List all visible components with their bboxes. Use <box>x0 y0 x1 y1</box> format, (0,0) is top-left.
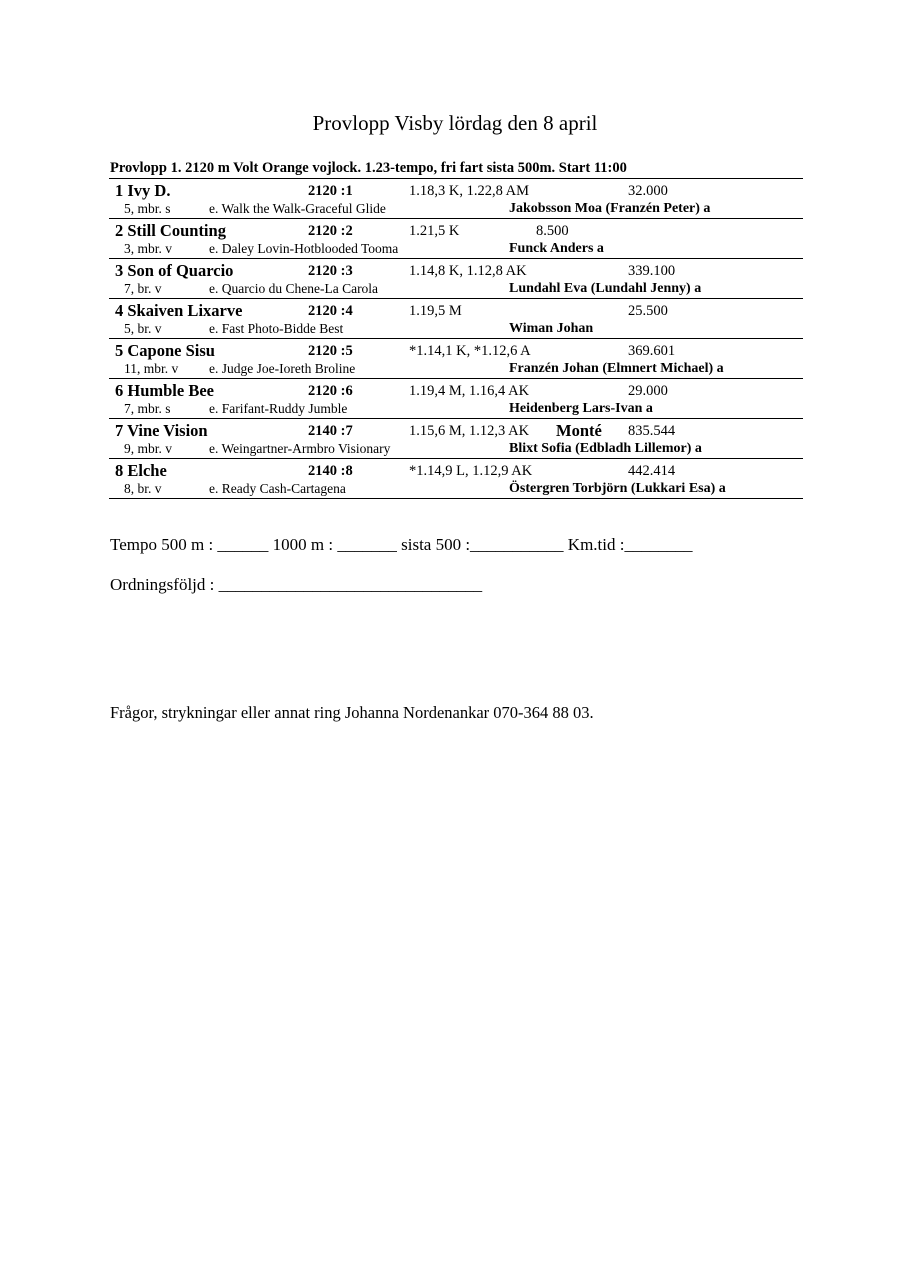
start-list <box>109 178 803 499</box>
distance-post: 2120 :4 <box>308 303 353 319</box>
earnings: 25.500 <box>628 303 668 319</box>
pedigree: e. Farifant-Ruddy Jumble <box>209 401 348 416</box>
earnings: 32.000 <box>628 183 668 199</box>
table-row <box>109 299 803 339</box>
age-color-sex: 8, br. v <box>124 481 162 496</box>
pedigree: e. Ready Cash-Cartagena <box>209 481 346 496</box>
horse-name: 8 Elche <box>115 461 167 480</box>
horse-name: 2 Still Counting <box>115 221 226 240</box>
age-color-sex: 11, mbr. v <box>124 361 179 376</box>
driver-trainer: Funck Anders a <box>509 241 604 256</box>
pedigree: e. Daley Lovin-Hotblooded Tooma <box>209 241 399 256</box>
race-type-badge: Monté <box>556 421 602 440</box>
table-row <box>109 379 803 419</box>
pedigree: e. Fast Photo-Bidde Best <box>209 321 344 336</box>
horse-name: 6 Humble Bee <box>115 381 214 400</box>
driver-trainer: Franzén Johan (Elmnert Michael) a <box>509 361 724 376</box>
horse-name: 4 Skaiven Lixarve <box>115 301 243 320</box>
tempo-line: Tempo 500 m : ______ 1000 m : _______ sista 500 :___________ Km.tid :________ <box>110 535 693 554</box>
distance-post: 2120 :5 <box>308 343 353 359</box>
distance-post: 2140 :8 <box>308 463 353 479</box>
contact-footer: Frågor, strykningar eller annat ring Johanna Nordenankar 070-364 88 03. <box>110 703 594 722</box>
earnings: 8.500 <box>536 223 569 239</box>
table-row <box>109 259 803 299</box>
distance-post: 2120 :6 <box>308 383 353 399</box>
age-color-sex: 5, br. v <box>124 321 162 336</box>
record: 1.18,3 K, 1.22,8 AM <box>409 183 530 199</box>
distance-post: 2120 :1 <box>308 183 353 199</box>
distance-post: 2120 :2 <box>308 223 353 239</box>
pedigree: e. Walk the Walk-Graceful Glide <box>209 201 386 216</box>
table-row <box>109 339 803 379</box>
record: *1.14,9 L, 1.12,9 AK <box>409 463 533 479</box>
order-line: Ordningsföljd : _______________________________ <box>110 575 483 594</box>
driver-trainer: Wiman Johan <box>509 321 594 336</box>
age-color-sex: 3, mbr. v <box>124 241 173 256</box>
record: 1.14,8 K, 1.12,8 AK <box>409 263 527 279</box>
driver-trainer: Heidenberg Lars-Ivan a <box>509 401 653 416</box>
horse-name: 7 Vine Vision <box>115 421 208 440</box>
record: 1.19,4 M, 1.16,4 AK <box>409 383 530 399</box>
driver-trainer: Lundahl Eva (Lundahl Jenny) a <box>509 281 702 296</box>
earnings: 835.544 <box>628 423 676 439</box>
earnings: 369.601 <box>628 343 676 359</box>
distance-post: 2140 :7 <box>308 423 353 439</box>
earnings: 339.100 <box>628 263 676 279</box>
pedigree: e. Judge Joe-Ioreth Broline <box>209 361 356 376</box>
page-title: Provlopp Visby lördag den 8 april <box>312 111 598 135</box>
table-row <box>109 179 803 219</box>
table-row <box>109 459 803 499</box>
record: 1.19,5 M <box>409 303 462 319</box>
earnings: 442.414 <box>628 463 676 479</box>
record: 1.15,6 M, 1.12,3 AK <box>409 423 530 439</box>
age-color-sex: 9, mbr. v <box>124 441 173 456</box>
driver-trainer: Östergren Torbjörn (Lukkari Esa) a <box>509 481 726 496</box>
record: *1.14,1 K, *1.12,6 A <box>409 343 531 359</box>
driver-trainer: Blixt Sofia (Edbladh Lillemor) a <box>509 441 702 456</box>
race-header: Provlopp 1. 2120 m Volt Orange vojlock. 1.23-tempo, fri fart sista 500m. Start 11:00 <box>110 160 627 176</box>
table-row <box>109 419 803 459</box>
horse-name: 3 Son of Quarcio <box>115 261 234 280</box>
distance-post: 2120 :3 <box>308 263 353 279</box>
table-row <box>109 219 803 259</box>
pedigree: e. Quarcio du Chene-La Carola <box>209 281 379 296</box>
age-color-sex: 7, mbr. s <box>124 401 171 416</box>
age-color-sex: 7, br. v <box>124 281 162 296</box>
earnings: 29.000 <box>628 383 668 399</box>
age-color-sex: 5, mbr. s <box>124 201 171 216</box>
horse-name: 5 Capone Sisu <box>115 341 215 360</box>
record: 1.21,5 K <box>409 223 460 239</box>
pedigree: e. Weingartner-Armbro Visionary <box>209 441 391 456</box>
driver-trainer: Jakobsson Moa (Franzén Peter) a <box>509 201 711 216</box>
horse-name: 1 Ivy D. <box>115 181 171 200</box>
